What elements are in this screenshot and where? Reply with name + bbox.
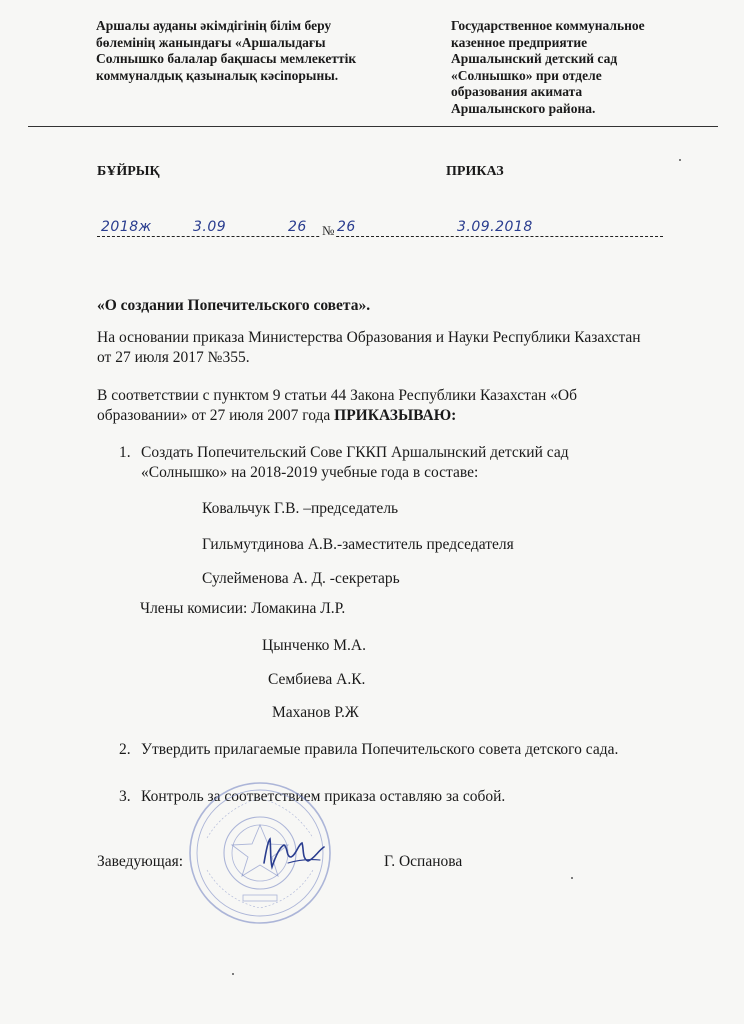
paper-speck xyxy=(679,159,681,161)
member-line: Сулейменова А. Д. -секретарь xyxy=(202,570,400,587)
header-kazakh-line: бөлемінің жанындағы «Аршалыдағы xyxy=(96,34,326,50)
legal-paragraph-text: В соответствии с пунктом 9 статьи 44 Закона Республики Казахстан «Об образовании» от 27 июля 2007 года xyxy=(97,387,577,424)
handwritten-number: 26 xyxy=(337,219,356,235)
member-line: Цынченко М.А. xyxy=(262,637,366,654)
header-russian-line: «Солнышко» при отделе xyxy=(451,67,602,83)
member-line: Члены комисии: Ломакина Л.Р. xyxy=(140,600,346,617)
list-item-number: 2. xyxy=(119,741,131,758)
signature-label: Заведующая: xyxy=(97,853,184,870)
paper-speck xyxy=(232,973,234,975)
signatory-name: Г. Оспанова xyxy=(384,853,463,870)
member-line: Ковальчук Г.В. –председатель xyxy=(202,500,399,517)
paper-speck xyxy=(571,877,573,879)
header-kazakh-line: коммуналдық қазыналық кәсіпорыны. xyxy=(96,67,339,83)
dashed-underline xyxy=(97,236,663,237)
member-line: Маханов Р.Ж xyxy=(272,704,359,721)
doc-type-russian: ПРИКАЗ xyxy=(446,164,504,179)
list-item-text: Создать Попечительский Сове ГККП Аршалынский детский сад «Солнышко» на 2018-2019 учебные года в составе: xyxy=(141,444,569,481)
list-item-number: 3. xyxy=(119,788,131,805)
header-russian-line: Государственное коммунальное xyxy=(451,18,645,33)
handwritten-year: 2018ж xyxy=(101,219,152,235)
header-russian-line: образования акимата xyxy=(451,84,583,99)
date-number-line xyxy=(97,219,663,239)
header-kazakh-line: Солнышко балалар бақшасы мемлекеттік xyxy=(96,51,357,66)
basis-paragraph: На основании приказа Министерства Образования и Науки Республики Казахстан от 27 июля 2017 №355. xyxy=(97,329,641,366)
number-sign: № xyxy=(322,223,335,238)
handwritten-number: 26 xyxy=(288,219,307,235)
header-kazakh-line: Аршалы ауданы әкімдігінің білім беру xyxy=(96,18,332,33)
member-line: Гильмутдинова А.В.-заместитель председателя xyxy=(202,536,514,553)
header-divider xyxy=(28,126,718,127)
header-russian-line: Аршалынского района. xyxy=(451,100,596,116)
list-item-number: 1. xyxy=(119,444,131,461)
handwritten-date: 3.09 xyxy=(193,219,227,235)
legal-paragraph xyxy=(97,386,657,426)
header-russian-line: Аршалынский детский сад xyxy=(451,51,618,66)
header-russian-line: казенное предприятие xyxy=(451,34,588,50)
list-item-text: Контроль за соответствием приказа оставляю за собой. xyxy=(141,788,506,805)
doc-type-kazakh: БҰЙРЫҚ xyxy=(97,164,160,179)
header-russian xyxy=(451,18,711,117)
list-item-text: Утвердить прилагаемые правила Попечительского совета детского сада. xyxy=(141,741,619,758)
signature-image xyxy=(258,833,328,877)
header-kazakh xyxy=(96,18,396,84)
handwritten-full-date: 3.09.2018 xyxy=(457,219,533,235)
order-title: «О создании Попечительского совета». xyxy=(97,297,371,314)
order-word: ПРИКАЗЫВАЮ: xyxy=(334,407,457,424)
member-line: Сембиева А.К. xyxy=(268,671,366,688)
